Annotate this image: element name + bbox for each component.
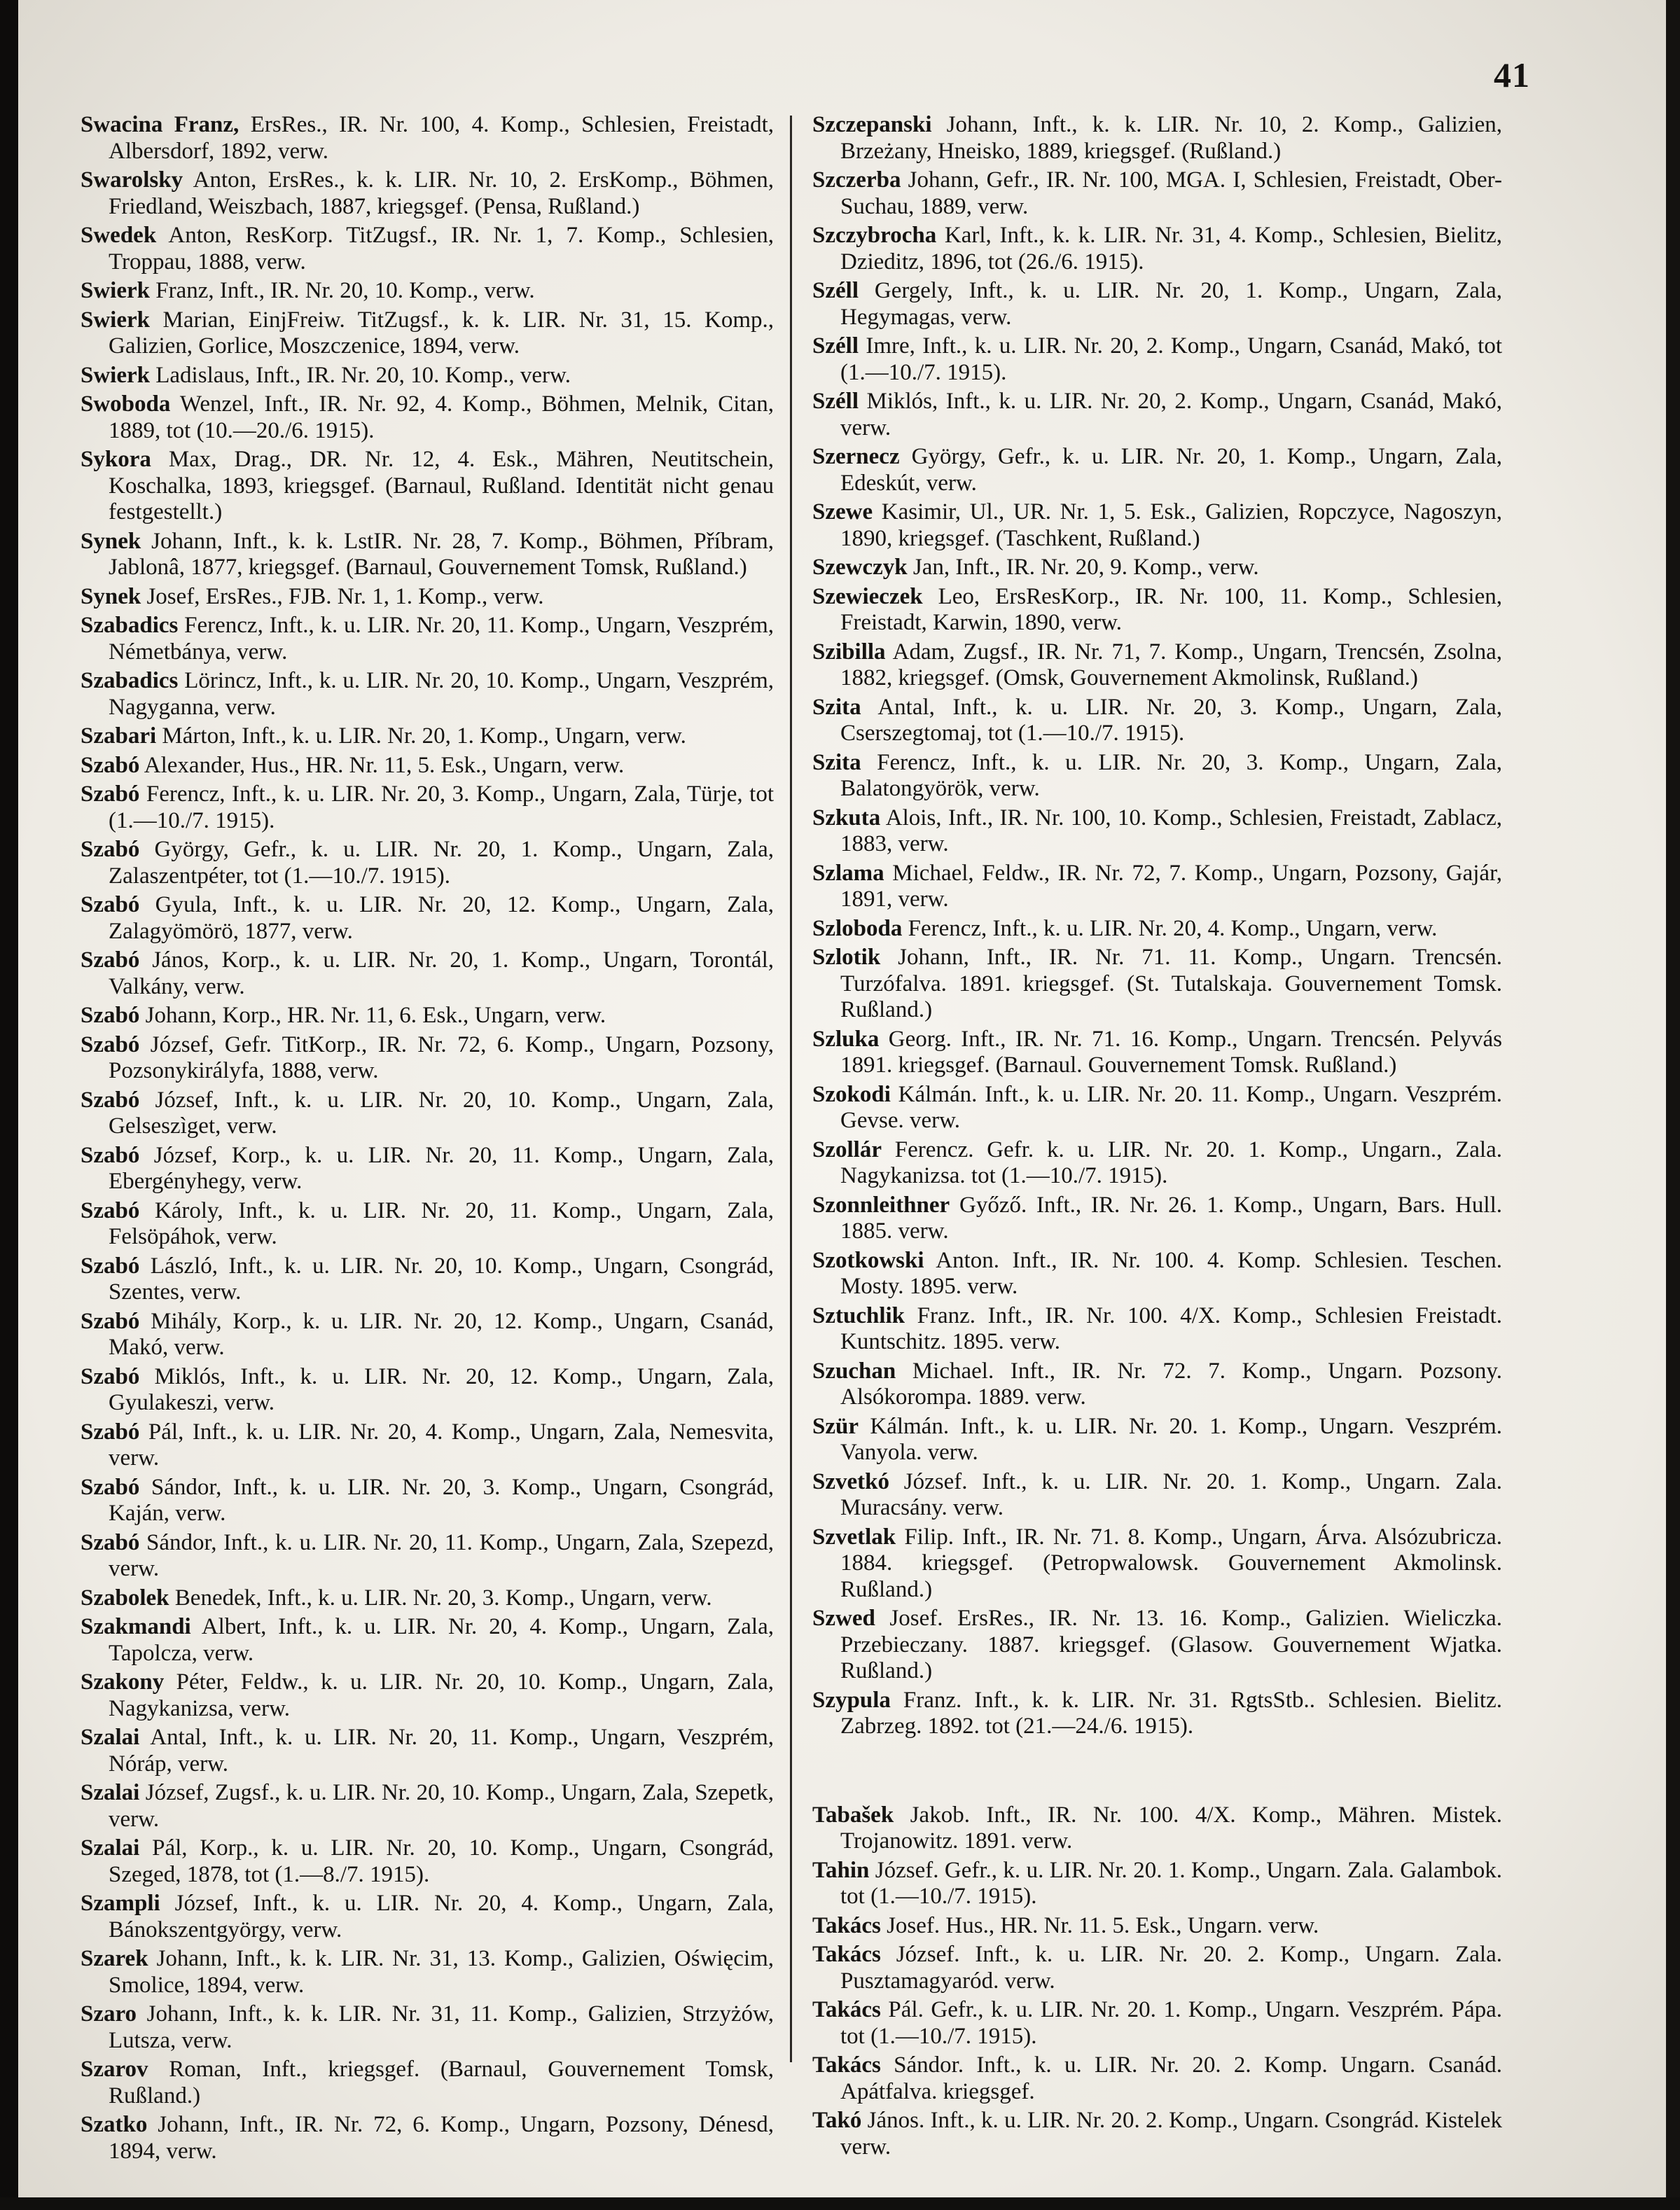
entry-details: Ladislaus, Inft., IR. Nr. 20, 10. Komp., verw.	[150, 362, 571, 388]
entry-surname: Szampli	[81, 1891, 160, 1916]
register-entry	[81, 753, 774, 779]
entry-surname: Szabó	[81, 1142, 140, 1168]
entry-surname: Szabó	[81, 1003, 140, 1028]
entry-surname: Szabó	[81, 781, 140, 807]
entry-details: Anton, ErsRes., k. k. LIR. Nr. 10, 2. ErsKomp., Böhmen, Friedland, Weiszbach, 1887, kriegsgef. (Pensa, Rußland.)	[109, 167, 774, 219]
entry-details: Roman, Inft., kriegsgef. (Barnaul, Gouvernement Tomsk, Rußland.)	[109, 2057, 774, 2108]
entry-details: József. Inft., k. u. LIR. Nr. 20. 1. Komp., Ungarn. Zala. Muracsány. verw.	[840, 1468, 1502, 1520]
entry-details: György, Gefr., k. u. LIR. Nr. 20, 1. Komp., Ungarn, Zala, Edeskút, verw.	[840, 444, 1502, 496]
entry-details: János, Korp., k. u. LIR. Nr. 20, 1. Komp., Ungarn, Torontál, Valkány, verw.	[109, 947, 774, 999]
entry-details: László, Inft., k. u. LIR. Nr. 20, 10. Komp., Ungarn, Csongrád, Szentes, verw.	[109, 1253, 774, 1305]
register-entry	[81, 1198, 774, 1251]
entry-details: Leo, ErsResKorp., IR. Nr. 100, 11. Komp., Schlesien, Freistadt, Karwin, 1890, verw.	[840, 583, 1502, 635]
entry-surname: Szabó	[81, 1419, 140, 1445]
entry-details: Anton. Inft., IR. Nr. 100. 4. Komp. Schlesien. Teschen. Mosty. 1895. verw.	[840, 1247, 1502, 1299]
entry-surname: Szabó	[81, 1087, 140, 1113]
entry-details: Károly, Inft., k. u. LIR. Nr. 20, 11. Komp., Ungarn, Zala, Felsöpáhok, verw.	[109, 1197, 774, 1249]
entry-details: Marian, EinjFreiw. TitZugsf., k. k. LIR. Nr. 31, 15. Komp., Galizien, Gorlice, Moszczenice, 1894, verw.	[109, 307, 774, 359]
entry-surname: Szatko	[81, 2112, 148, 2137]
entry-details: Franz. Inft., IR. Nr. 100. 4/X. Komp., Schlesien Freistadt. Kuntschitz. 1895. verw.	[840, 1302, 1502, 1354]
entry-surname: Szczepanski	[812, 112, 932, 137]
entry-surname: Szabolek	[81, 1585, 169, 1611]
entry-surname: Szita	[812, 749, 861, 775]
scan-border-left	[0, 0, 18, 2210]
entry-surname: Szibilla	[812, 639, 886, 665]
register-entry	[81, 278, 774, 305]
entry-details: Josef. ErsRes., IR. Nr. 13. 16. Komp., Galizien. Wieliczka. Przebieczany. 1887. kriegsgef. (Glasow. Gouvernement Wjatka. Rußland.)	[840, 1606, 1502, 1683]
entry-surname: Szalai	[81, 1835, 140, 1861]
entry-surname: Sztuchlik	[812, 1302, 905, 1328]
register-entry	[812, 750, 1502, 802]
entry-details: Franz, Inft., IR. Nr. 20, 10. Komp., verw.	[150, 278, 535, 303]
entry-details: Kasimir, Ul., UR. Nr. 1, 5. Esk., Galizien, Ropczyce, Nagoszyn, 1890, kriegsgef. (Taschkent, Rußland.)	[840, 499, 1502, 551]
entry-surname: Szarov	[81, 2057, 148, 2082]
entry-details: Sándor, Inft., k. u. LIR. Nr. 20, 3. Komp., Ungarn, Csongrád, Kaján, verw.	[109, 1474, 774, 1526]
entry-surname: Szita	[812, 694, 861, 720]
entry-surname: Tabašek	[812, 1802, 894, 1828]
entry-details: Pál, Inft., k. u. LIR. Nr. 20, 4. Komp., Ungarn, Zala, Nemesvita, verw.	[109, 1419, 774, 1471]
entry-surname: Szvetkó	[812, 1468, 889, 1494]
entry-surname: Szollár	[812, 1137, 882, 1162]
entry-details: Pál. Gefr., k. u. LIR. Nr. 20. 1. Komp., Ungarn. Veszprém. Pápa. tot (1.—10./7. 1915).	[840, 1997, 1502, 2049]
register-entry	[812, 2052, 1502, 2105]
register-entry	[81, 613, 774, 665]
entry-details: Georg. Inft., IR. Nr. 71. 16. Komp., Ungarn. Trencsén. Pelyvás 1891. kriegsgef. (Barnaul. Gouvernement Tomsk. Rußland.)	[840, 1026, 1502, 1078]
register-entry	[81, 1032, 774, 1085]
entry-details: József, Zugsf., k. u. LIR. Nr. 20, 10. Komp., Ungarn, Zala, Szepetk, verw.	[109, 1780, 774, 1832]
entry-surname: Szabó	[81, 1474, 140, 1500]
entry-surname: Szabadics	[81, 613, 179, 638]
register-entry	[81, 781, 774, 834]
entry-details: Antal, Inft., k. u. LIR. Nr. 20, 3. Komp., Ungarn, Zala, Cserszegtomaj, tot (1.—10./7. 1915).	[840, 694, 1502, 746]
entry-surname: Szlama	[812, 860, 884, 886]
register-entry	[812, 444, 1502, 496]
entry-details: József, Korp., k. u. LIR. Nr. 20, 11. Komp., Ungarn, Zala, Ebergényhegy, verw.	[109, 1142, 774, 1194]
register-entry	[81, 892, 774, 945]
register-entry	[812, 2108, 1502, 2160]
entry-surname: Szonnleithner	[812, 1192, 950, 1218]
entry-details: Ferencz, Inft., k. u. LIR. Nr. 20, 3. Komp., Ungarn, Zala, Türje, tot (1.—10./7. 1915).	[109, 781, 774, 833]
entry-details: József. Gefr., k. u. LIR. Nr. 20. 1. Komp., Ungarn. Zala. Galambok. tot (1.—10./7. 1915).	[840, 1857, 1502, 1909]
entry-surname: Szczybrocha	[812, 223, 937, 248]
entry-surname: Szabó	[81, 1253, 140, 1279]
register-entry	[81, 1003, 774, 1029]
entry-details: József, Gefr. TitKorp., IR. Nr. 72, 6. Komp., Ungarn, Pozsony, Pozsonykirályfa, 1888, verw.	[109, 1031, 774, 1083]
register-entry	[812, 1414, 1502, 1466]
register-entry	[81, 1780, 774, 1833]
entry-details: Kálmán. Inft., k. u. LIR. Nr. 20. 11. Komp., Ungarn. Veszprém. Gevse. verw.	[840, 1081, 1502, 1133]
register-entry	[812, 584, 1502, 637]
register-entry	[81, 447, 774, 526]
register-entry	[81, 584, 774, 611]
entry-surname: Swierk	[81, 278, 150, 303]
entry-details: József, Inft., k. u. LIR. Nr. 20, 10. Komp., Ungarn, Zala, Gelseszìget, verw.	[109, 1087, 774, 1139]
entry-surname: Szakmandi	[81, 1614, 191, 1639]
entry-details: Gergely, Inft., k. u. LIR. Nr. 20, 1. Komp., Ungarn, Zala, Hegymagas, verw.	[840, 278, 1502, 330]
entry-surname: Szernecz	[812, 444, 900, 469]
register-entry	[812, 499, 1502, 552]
entry-details: Johann, Inft., k. k. LstIR. Nr. 28, 7. Komp., Böhmen, Příbram, Jablonâ, 1877, kriegsgef. (Barnaul, Gouvernement Tomsk, Rußland.)	[109, 528, 774, 580]
register-entry	[81, 723, 774, 750]
entry-surname: Synek	[81, 528, 141, 554]
register-entry	[812, 1524, 1502, 1604]
register-entry	[812, 945, 1502, 1024]
entry-surname: Takács	[812, 2052, 881, 2078]
entry-surname: Szakony	[81, 1669, 165, 1695]
register-entry	[812, 1193, 1502, 1245]
entry-details: Ferencz. Gefr. k. u. LIR. Nr. 20. 1. Komp., Ungarn., Zala. Nagykanizsa. tot (1.—10./7. 1915).	[840, 1137, 1502, 1188]
entry-surname: Szokodi	[812, 1081, 891, 1107]
entry-surname: Széll	[812, 278, 859, 303]
entry-surname: Szabó	[81, 1363, 140, 1389]
entry-details: Ferencz, Inft., k. u. LIR. Nr. 20, 11. Komp., Ungarn, Veszprém, Németbánya, verw.	[109, 613, 774, 665]
register-entry	[812, 167, 1502, 220]
entry-surname: Szabó	[81, 947, 140, 973]
register-entry	[81, 1835, 774, 1888]
register-entry	[81, 363, 774, 389]
entry-surname: Tahin	[812, 1857, 870, 1883]
entry-details: Mihály, Korp., k. u. LIR. Nr. 20, 12. Komp., Ungarn, Csanád, Makó, verw.	[109, 1308, 774, 1360]
entry-surname: Széll	[812, 389, 859, 414]
register-entry	[81, 1530, 774, 1583]
register-entry	[812, 1469, 1502, 1522]
register-entry	[81, 837, 774, 889]
entry-details: Max, Drag., DR. Nr. 12, 4. Esk., Mähren, Neutitschein, Koschalka, 1893, kriegsgef. (Barnaul, Rußland. Identität nicht genau festgestellt.)	[109, 447, 774, 524]
register-entry	[812, 1802, 1502, 1855]
entry-surname: Szypula	[812, 1687, 891, 1713]
entry-details: Johann, Inft., k. k. LIR. Nr. 31, 11. Komp., Galizien, Strzyżów, Lutsza, verw.	[109, 2001, 774, 2053]
entry-surname: Swacina Franz,	[81, 112, 239, 137]
register-entry	[81, 307, 774, 360]
register-entry	[81, 112, 774, 165]
entry-details: Benedek, Inft., k. u. LIR. Nr. 20, 3. Komp., Ungarn, verw.	[169, 1585, 712, 1611]
entry-surname: Szabadics	[81, 668, 179, 693]
register-entry	[81, 1143, 774, 1195]
entry-surname: Synek	[81, 583, 141, 609]
entry-details: József, Inft., k. u. LIR. Nr. 20, 4. Komp., Ungarn, Zala, Bánokszentgyörgy, verw.	[109, 1891, 774, 1943]
register-entry	[81, 1725, 774, 1777]
register-entry	[812, 639, 1502, 692]
entry-details: Győző. Inft., IR. Nr. 26. 1. Komp., Ungarn, Bars. Hull. 1885. verw.	[840, 1192, 1502, 1244]
right-column-s-entries	[812, 112, 1502, 1740]
register-entry	[812, 1688, 1502, 1740]
register-entry	[812, 1082, 1502, 1134]
register-entry	[81, 2112, 774, 2164]
register-entry	[81, 668, 774, 721]
entry-details: Márton, Inft., k. u. LIR. Nr. 20, 1. Komp., Ungarn, verw.	[156, 723, 686, 749]
entry-surname: Swierk	[81, 362, 150, 388]
entry-surname: Szewe	[812, 499, 873, 524]
register-entry	[81, 1614, 774, 1667]
entry-details: Adam, Zugsf., IR. Nr. 71, 7. Komp., Ungarn, Trencsén, Zsolna, 1882, kriegsgef. (Omsk, Gouvernement Akmolinsk, Rußland.)	[840, 639, 1502, 690]
entry-details: Gyula, Inft., k. u. LIR. Nr. 20, 12. Komp., Ungarn, Zala, Zalagyömörö, 1877, verw.	[109, 892, 774, 944]
entry-details: József. Inft., k. u. LIR. Nr. 20. 2. Komp., Ungarn. Zala. Pusztamagyaród. verw.	[840, 1942, 1502, 1994]
scan-border-bottom	[0, 2197, 1680, 2210]
entry-details: Johann, Korp., HR. Nr. 11, 6. Esk., Ungarn, verw.	[139, 1003, 606, 1028]
column-divider	[790, 116, 792, 2062]
entry-surname: Szalai	[81, 1780, 140, 1805]
register-entry	[812, 1942, 1502, 1994]
register-entry	[812, 333, 1502, 386]
entry-surname: Szabó	[81, 1308, 140, 1334]
register-entry	[81, 947, 774, 1000]
entry-surname: Szabó	[81, 837, 140, 862]
page-number: 41	[1494, 55, 1530, 95]
entry-surname: Szarek	[81, 1946, 148, 1971]
entry-details: Johann, Inft., IR. Nr. 72, 6. Komp., Ungarn, Pozsony, Dénesd, 1894, verw.	[109, 2112, 774, 2164]
entry-details: Johann, Inft., IR. Nr. 71. 11. Komp., Ungarn. Trencsén. Turzófalva. 1891. kriegsgef. (St. Tutalskaja. Gouvernement Tomsk. Rußland.)	[840, 945, 1502, 1022]
entry-surname: Swierk	[81, 307, 150, 333]
left-column	[81, 112, 774, 2167]
register-entry	[81, 1253, 774, 1306]
register-entry	[812, 278, 1502, 331]
entry-surname: Szür	[812, 1413, 859, 1439]
entry-surname: Szuchan	[812, 1358, 896, 1384]
register-entry	[81, 1364, 774, 1417]
entry-details: Wenzel, Inft., IR. Nr. 92, 4. Komp., Böhmen, Melnik, Citan, 1889, tot (10.—20./6. 1915).	[109, 391, 774, 443]
register-entry	[81, 2057, 774, 2109]
register-entry	[812, 805, 1502, 858]
register-entry	[81, 1309, 774, 1361]
entry-surname: Swoboda	[81, 391, 171, 417]
register-entry	[812, 1248, 1502, 1300]
entry-details: Ferencz, Inft., k. u. LIR. Nr. 20, 4. Komp., Ungarn, verw.	[902, 915, 1438, 941]
entry-details: Michael, Feldw., IR. Nr. 72, 7. Komp., Ungarn, Pozsony, Gajár, 1891, verw.	[840, 860, 1502, 912]
entry-surname: Szluka	[812, 1026, 880, 1052]
register-entry	[812, 861, 1502, 913]
entry-surname: Szewieczek	[812, 583, 923, 609]
register-entry	[81, 1585, 774, 1612]
entry-details: Antal, Inft., k. u. LIR. Nr. 20, 11. Komp., Ungarn, Veszprém, Nóráp, verw.	[109, 1725, 774, 1777]
entry-details: Josef, ErsRes., FJB. Nr. 1, 1. Komp., verw.	[141, 583, 544, 609]
register-entry	[812, 1913, 1502, 1940]
register-entry	[81, 2001, 774, 2054]
register-entry	[812, 1997, 1502, 2050]
register-entry	[81, 1891, 774, 1943]
entry-details: Péter, Feldw., k. u. LIR. Nr. 20, 10. Komp., Ungarn, Zala, Nagykanizsa, verw.	[109, 1669, 774, 1721]
scan-border-right	[1666, 0, 1680, 2210]
entry-surname: Sykora	[81, 447, 151, 472]
entry-details: Miklós, Inft., k. u. LIR. Nr. 20, 12. Komp., Ungarn, Zala, Gyulakeszi, verw.	[109, 1363, 774, 1415]
register-entry	[812, 695, 1502, 747]
entry-surname: Szabó	[81, 1197, 140, 1223]
register-entry	[81, 1087, 774, 1140]
entry-surname: Szabó	[81, 892, 140, 917]
entry-surname: Takács	[812, 1912, 881, 1938]
entry-details: Johann, Inft., k. k. LIR. Nr. 31, 13. Komp., Galizien, Oświęcim, Smolice, 1894, verw.	[109, 1946, 774, 1998]
entry-surname: Szotkowski	[812, 1247, 924, 1273]
entry-details: Jan, Inft., IR. Nr. 20, 9. Komp., verw.	[907, 555, 1259, 580]
entry-surname: Swedek	[81, 223, 157, 248]
entry-surname: Takács	[812, 1942, 881, 1967]
section-gap	[812, 1743, 1502, 1802]
register-entry	[81, 223, 774, 275]
entry-details: Franz. Inft., k. k. LIR. Nr. 31. RgtsStb.. Schlesien. Bielitz. Zabrzeg. 1892. tot (21.—24./6. 1915).	[840, 1687, 1502, 1739]
register-entry	[81, 1946, 774, 1999]
entry-details: ErsRes., IR. Nr. 100, 4. Komp., Schlesien, Freistadt, Albersdorf, 1892, verw.	[109, 112, 774, 164]
entry-details: Josef. Hus., HR. Nr. 11. 5. Esk., Ungarn. verw.	[880, 1912, 1319, 1938]
entry-surname: Swarolsky	[81, 167, 183, 193]
register-entry	[81, 167, 774, 220]
register-entry	[812, 1137, 1502, 1190]
register-entry	[81, 529, 774, 581]
register-entry	[81, 391, 774, 444]
entry-surname: Szczerba	[812, 167, 901, 193]
entry-details: Albert, Inft., k. u. LIR. Nr. 20, 4. Komp., Ungarn, Zala, Tapolcza, verw.	[109, 1614, 774, 1666]
entry-details: Lörincz, Inft., k. u. LIR. Nr. 20, 10. Komp., Ungarn, Veszprém, Nagyganna, verw.	[109, 668, 774, 720]
entry-details: Miklós, Inft., k. u. LIR. Nr. 20, 2. Komp., Ungarn, Csanád, Makó, verw.	[840, 389, 1502, 440]
register-entry	[812, 1303, 1502, 1356]
entry-details: György, Gefr., k. u. LIR. Nr. 20, 1. Komp., Ungarn, Zala, Zalaszentpéter, tot (1.—10./7. 1915).	[109, 837, 774, 889]
entry-surname: Szloboda	[812, 915, 903, 941]
register-entry	[812, 223, 1502, 275]
entry-details: Johann, Inft., k. k. LIR. Nr. 10, 2. Komp., Galizien, Brzeżany, Hneisko, 1889, kriegsgef. (Rußland.)	[840, 112, 1502, 164]
entry-details: Johann, Gefr., IR. Nr. 100, MGA. I, Schlesien, Freistadt, Ober-Suchau, 1889, verw.	[840, 167, 1502, 219]
register-entry	[812, 1027, 1502, 1079]
entry-surname: Szabó	[81, 752, 140, 778]
entry-surname: Szwed	[812, 1606, 875, 1631]
entry-details: Kálmán. Inft., k. u. LIR. Nr. 20. 1. Komp., Ungarn. Veszprém. Vanyola. verw.	[840, 1413, 1502, 1465]
register-entry	[812, 112, 1502, 165]
entry-details: Imre, Inft., k. u. LIR. Nr. 20, 2. Komp., Ungarn, Csanád, Makó, tot (1.—10./7. 1915).	[840, 333, 1502, 385]
register-entry	[812, 389, 1502, 441]
entry-details: Sándor, Inft., k. u. LIR. Nr. 20, 11. Komp., Ungarn, Zala, Szepezd, verw.	[109, 1529, 774, 1581]
entry-surname: Szalai	[81, 1725, 140, 1750]
register-entry	[81, 1669, 774, 1722]
entry-details: János. Inft., k. u. LIR. Nr. 20. 2. Komp., Ungarn. Csongrád. Kistelek verw.	[840, 2108, 1502, 2160]
entry-details: Anton, ResKorp. TitZugsf., IR. Nr. 1, 7. Komp., Schlesien, Troppau, 1888, verw.	[109, 223, 774, 274]
entry-surname: Szvetlak	[812, 1524, 896, 1550]
register-entry	[812, 1358, 1502, 1411]
register-entry	[812, 1606, 1502, 1685]
entry-surname: Takács	[812, 1997, 881, 2022]
entry-surname: Szewczyk	[812, 555, 908, 580]
entry-details: Jakob. Inft., IR. Nr. 100. 4/X. Komp., Mähren. Mistek. Trojanowitz. 1891. verw.	[840, 1802, 1502, 1854]
entry-surname: Széll	[812, 333, 859, 359]
entry-details: Karl, Inft., k. k. LIR. Nr. 31, 4. Komp., Schlesien, Bielitz, Dzieditz, 1896, tot (26./6. 1915).	[840, 223, 1502, 274]
register-entry	[812, 916, 1502, 943]
entry-details: Ferencz, Inft., k. u. LIR. Nr. 20, 3. Komp., Ungarn, Zala, Balatongyörök, verw.	[840, 749, 1502, 801]
entry-details: Alois, Inft., IR. Nr. 100, 10. Komp., Schlesien, Freistadt, Zablacz, 1883, verw.	[840, 805, 1502, 856]
register-entry	[81, 1419, 774, 1472]
entry-surname: Szkuta	[812, 805, 881, 831]
right-column-t-entries	[812, 1802, 1502, 2161]
register-entry	[812, 1858, 1502, 1910]
right-column	[812, 112, 1502, 2163]
entry-surname: Szabari	[81, 723, 157, 749]
entry-details: Pál, Korp., k. u. LIR. Nr. 20, 10. Komp., Ungarn, Csongrád, Szeged, 1878, tot (1.—8./7. 1915).	[109, 1835, 774, 1887]
register-entry	[812, 555, 1502, 581]
entry-surname: Takó	[812, 2108, 862, 2133]
entry-surname: Szabó	[81, 1031, 140, 1057]
entry-details: Alexander, Hus., HR. Nr. 11, 5. Esk., Ungarn, verw.	[139, 752, 625, 778]
entry-surname: Szlotik	[812, 945, 881, 970]
entry-surname: Szabó	[81, 1529, 140, 1555]
entry-details: Michael. Inft., IR. Nr. 72. 7. Komp., Ungarn. Pozsony. Alsókorompa. 1889. verw.	[840, 1358, 1502, 1410]
entry-details: Sándor. Inft., k. u. LIR. Nr. 20. 2. Komp. Ungarn. Csanád. Apátfalva. kriegsgef.	[840, 2052, 1502, 2104]
entry-surname: Szaro	[81, 2001, 137, 2027]
entry-details: Filip. Inft., IR. Nr. 71. 8. Komp., Ungarn, Árva. Alsózubricza. 1884. kriegsgef. (Petropwalowsk. Gouvernement Akmolinsk. Rußland.)	[840, 1524, 1502, 1602]
register-entry	[81, 1475, 774, 1527]
